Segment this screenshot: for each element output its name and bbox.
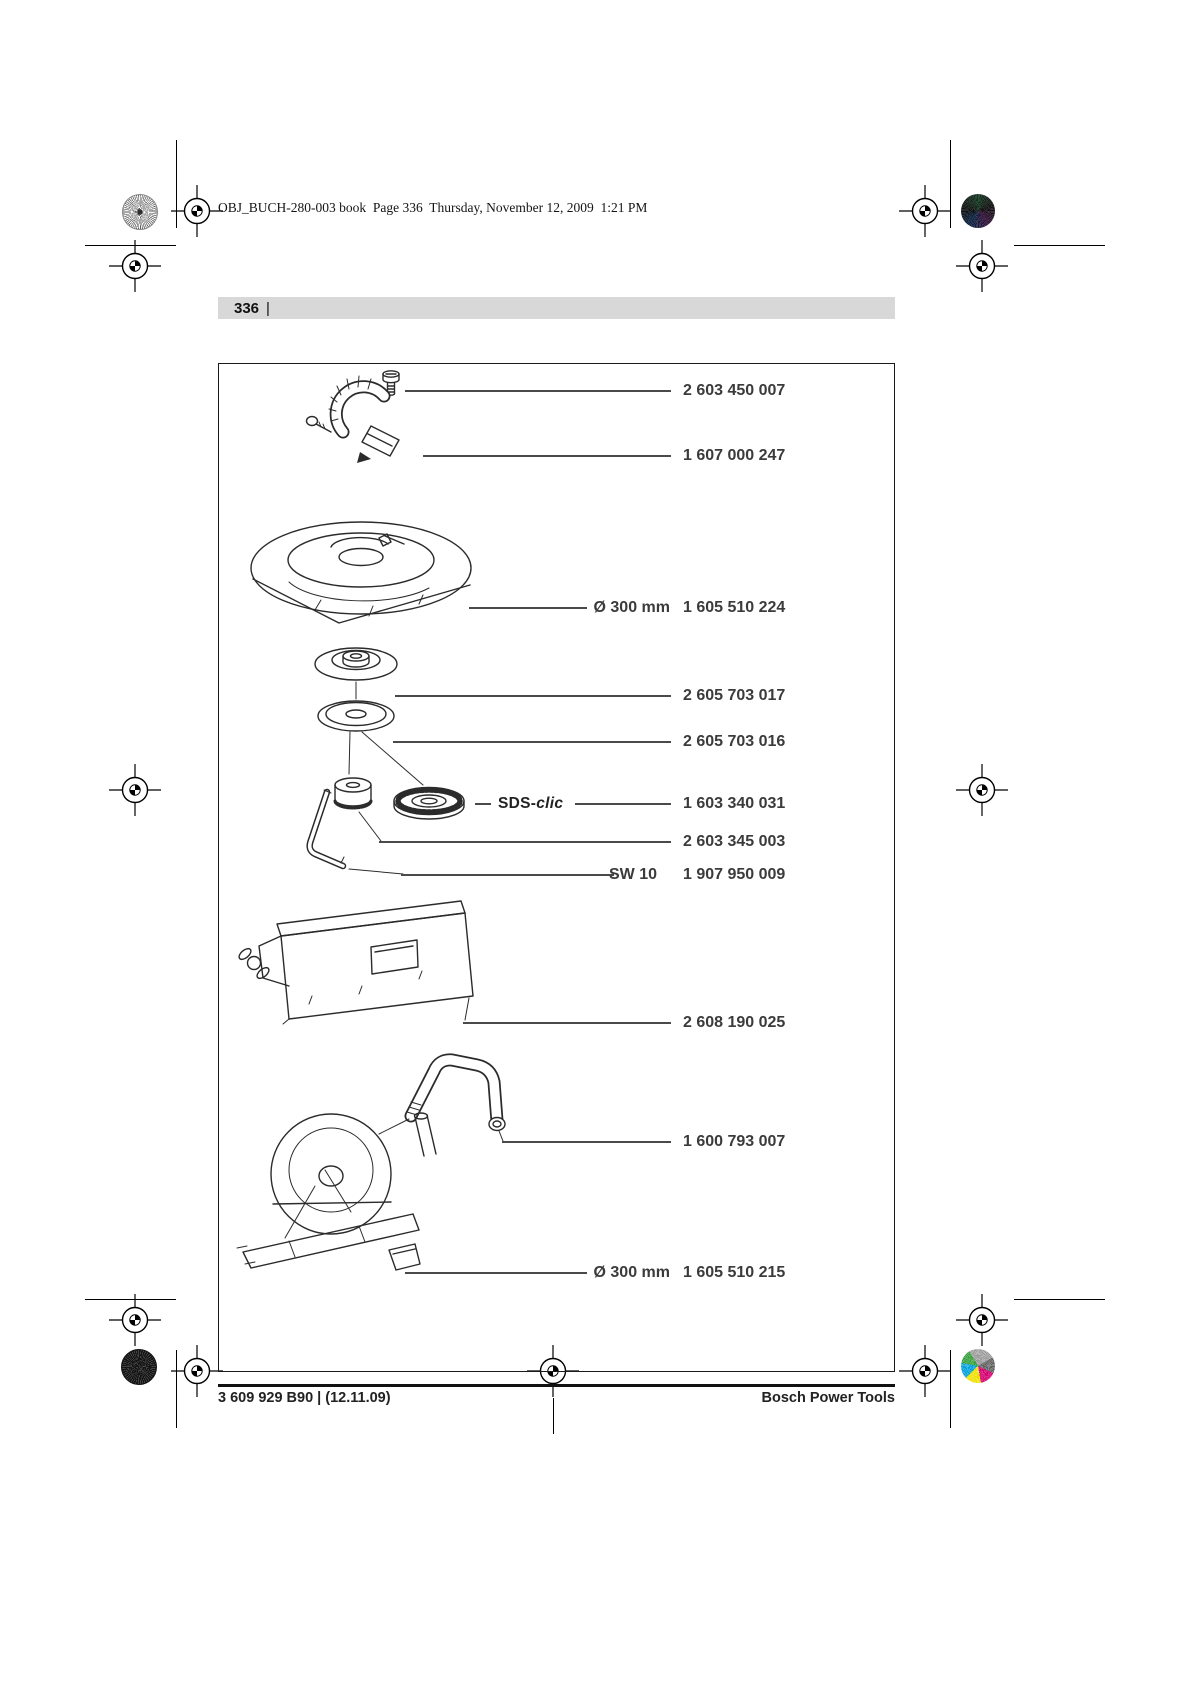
color-control-pinwheel bbox=[121, 1349, 157, 1385]
part-label bbox=[683, 382, 785, 400]
registration-mark bbox=[109, 240, 161, 292]
part-prefix: Ø 300 mm bbox=[593, 1264, 670, 1281]
part-number: 1 605 510 215 bbox=[683, 1264, 786, 1281]
page-number: 336 bbox=[234, 299, 260, 317]
registration-mark bbox=[899, 1345, 951, 1397]
registration-mark bbox=[956, 1294, 1008, 1346]
clamping-nut-illustration bbox=[335, 778, 371, 808]
part-label bbox=[683, 795, 785, 813]
crop-mark-line bbox=[1014, 245, 1105, 246]
wheel-guard-illustration bbox=[251, 522, 471, 623]
color-control-pinwheel bbox=[961, 194, 995, 228]
leader-line bbox=[405, 390, 671, 392]
handle-illustration bbox=[407, 1060, 505, 1141]
part-number: 1 603 340 031 bbox=[683, 795, 786, 812]
leader-line bbox=[401, 874, 614, 876]
part-number: 2 603 345 003 bbox=[683, 833, 786, 850]
footer-brand: Bosch Power Tools bbox=[761, 1390, 895, 1406]
sds-clic-logo bbox=[498, 795, 563, 813]
registration-mark bbox=[899, 185, 951, 237]
color-control-pinwheel bbox=[961, 1349, 995, 1383]
part-number: 2 603 450 007 bbox=[683, 382, 786, 399]
leader-line bbox=[469, 607, 587, 609]
part-number: 2 605 703 017 bbox=[683, 687, 786, 704]
sds-clic-nut-illustration bbox=[394, 788, 464, 820]
hex-key-illustration bbox=[310, 790, 403, 874]
leader-line bbox=[575, 803, 671, 805]
part-label bbox=[683, 833, 785, 851]
registration-mark bbox=[956, 240, 1008, 292]
page-number-separator: | bbox=[266, 299, 270, 317]
part-number: 2 608 190 025 bbox=[683, 1014, 786, 1031]
part-prefix: Ø 300 mm bbox=[593, 599, 670, 616]
part-label bbox=[683, 1014, 785, 1032]
sds-clic-logo-bold: SDS- bbox=[498, 795, 537, 812]
cutting-guide-illustration bbox=[237, 901, 473, 1024]
parts-illustrations bbox=[219, 364, 893, 1370]
part-label bbox=[683, 1133, 785, 1151]
part-label bbox=[683, 687, 785, 705]
backing-flange-illustration bbox=[318, 701, 423, 785]
leader-line bbox=[463, 1022, 671, 1024]
part-prefix: SW 10 bbox=[608, 866, 657, 883]
leader-line bbox=[395, 695, 671, 697]
clamp-illustration bbox=[307, 371, 400, 463]
leader-line bbox=[405, 1272, 587, 1274]
footer-document-number: 3 609 929 B90 | (12.11.09) bbox=[218, 1390, 391, 1406]
part-label bbox=[683, 447, 785, 465]
parts-diagram-box bbox=[218, 363, 895, 1372]
leader-line bbox=[475, 803, 491, 805]
sds-clic-logo-italic: clic bbox=[536, 795, 564, 812]
registration-mark bbox=[171, 185, 223, 237]
part-number: 1 605 510 224 bbox=[683, 599, 786, 616]
crop-mark-line bbox=[1014, 1299, 1105, 1300]
part-label bbox=[593, 1264, 786, 1282]
part-number: 2 605 703 016 bbox=[683, 733, 786, 750]
leader-line bbox=[423, 455, 671, 457]
color-control-pinwheel bbox=[122, 194, 158, 230]
part-number: 1 907 950 009 bbox=[683, 866, 786, 883]
registration-mark bbox=[956, 764, 1008, 816]
mounting-flange-illustration bbox=[315, 648, 397, 699]
page-number-bar bbox=[218, 297, 895, 319]
registration-mark bbox=[109, 1294, 161, 1346]
part-label bbox=[593, 599, 786, 617]
registration-mark bbox=[171, 1345, 223, 1397]
leader-line bbox=[393, 741, 671, 743]
footer-rule bbox=[218, 1384, 895, 1387]
part-label bbox=[683, 733, 785, 751]
part-label bbox=[608, 866, 786, 884]
leader-line bbox=[502, 1141, 671, 1143]
cutting-guard-assembly-illustration bbox=[237, 1113, 436, 1270]
registration-mark bbox=[109, 764, 161, 816]
leader-line bbox=[379, 841, 671, 843]
part-number: 1 607 000 247 bbox=[683, 447, 786, 464]
print-header-text: OBJ_BUCH-280-003 book Page 336 Thursday, November 12, 2009 1:21 PM bbox=[218, 200, 648, 215]
part-number: 1 600 793 007 bbox=[683, 1133, 786, 1150]
